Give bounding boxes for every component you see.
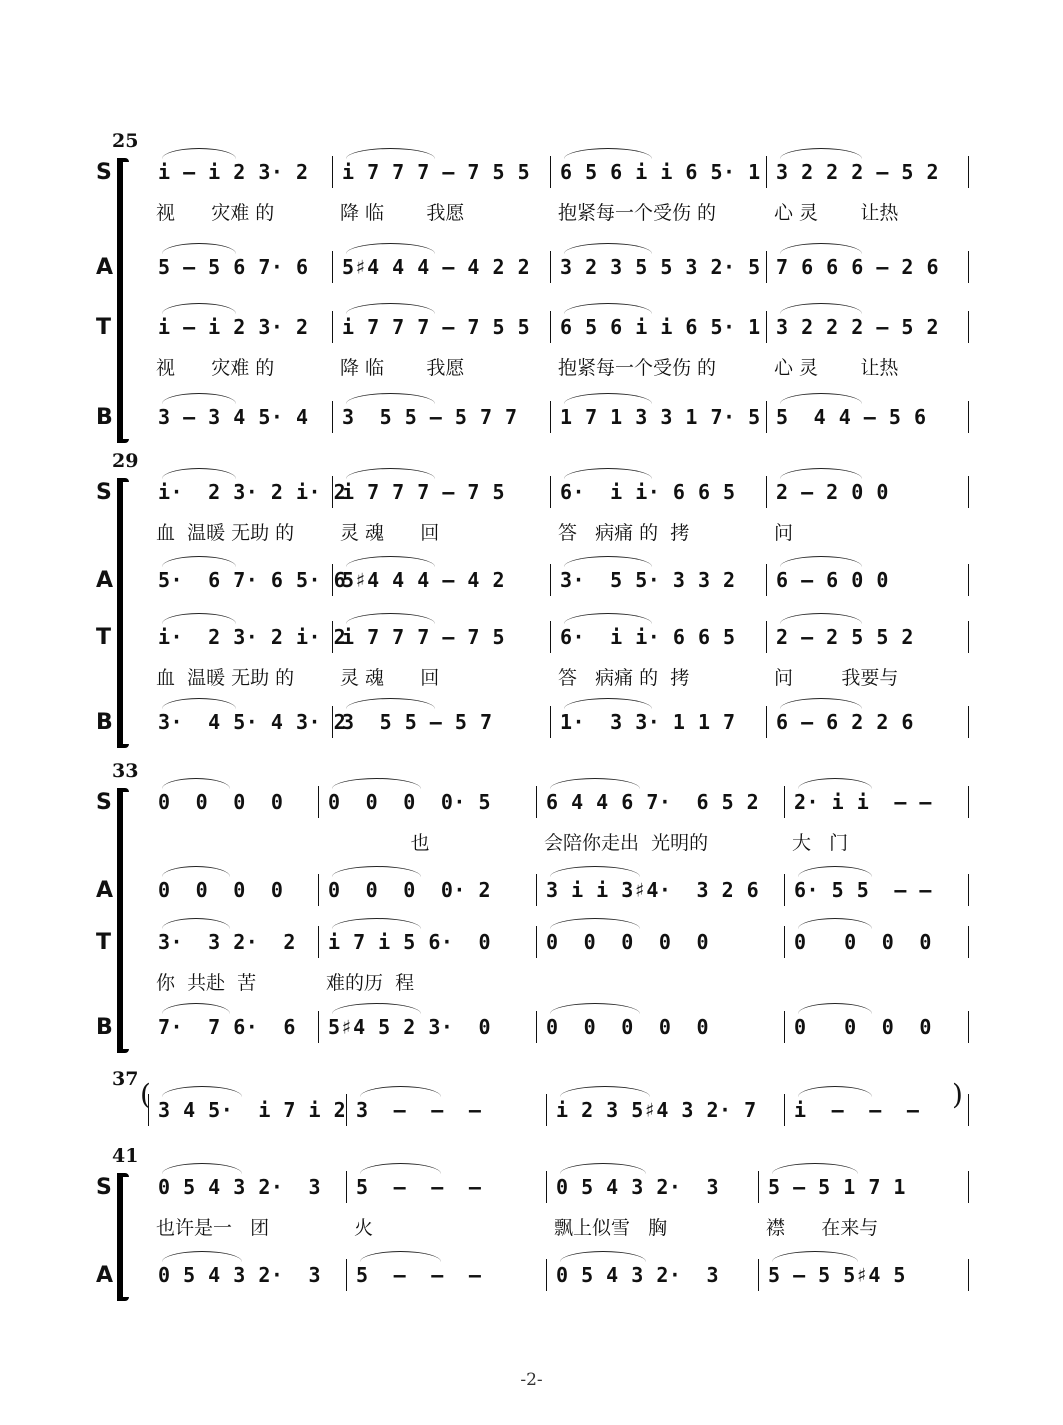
measure-notes: 6 5 6 i i 6 5· 1 [560, 315, 761, 339]
barline [550, 251, 551, 283]
measure-notes: 5 – – – [356, 1263, 482, 1287]
lyric: 灵 魂 回 [340, 667, 440, 689]
slur [564, 468, 652, 479]
measure-notes: 3 5 5 – 5 7 [342, 710, 493, 734]
barline [784, 786, 785, 818]
slur [550, 866, 640, 877]
slur [162, 556, 236, 567]
measure-notes: 5 – 5 6 7· 6 [158, 255, 309, 279]
lyric: 你 共赴 苦 [156, 972, 257, 994]
barline [766, 564, 767, 596]
slur [780, 148, 862, 159]
slur [162, 866, 230, 877]
barline [332, 156, 333, 188]
measure-number: 37 [112, 1068, 139, 1090]
lyric: 血 温暖 无助 的 [156, 667, 295, 689]
slur [550, 918, 640, 929]
voice-label: T [96, 625, 112, 650]
barline [968, 564, 969, 596]
barline [758, 1171, 759, 1203]
lyric: 难的历 程 [326, 972, 415, 994]
slur [564, 393, 652, 404]
slur [360, 1251, 441, 1262]
slur [798, 918, 872, 929]
lyric: 降 临 我愿 [340, 357, 465, 379]
slur [332, 866, 421, 877]
lyric: 心 灵 让热 [774, 357, 899, 379]
voice-label: A [96, 878, 114, 903]
voice-label: S [96, 1175, 112, 1200]
barline [148, 1094, 149, 1126]
measure-notes: i 7 i 5 6· 0 [328, 930, 492, 954]
measure-notes: i – – – [794, 1098, 920, 1122]
barline [766, 621, 767, 653]
voice-label: B [96, 405, 113, 430]
lyric: 灵 魂 回 [340, 522, 440, 544]
voice-label: S [96, 480, 112, 505]
barline [550, 311, 551, 343]
barline [784, 926, 785, 958]
measure-notes: 1· 3 3· 1 1 7 [560, 710, 736, 734]
lyric: 血 温暖 无助 的 [156, 522, 295, 544]
barline [968, 1011, 969, 1043]
barline [346, 1094, 347, 1126]
barline [784, 1094, 785, 1126]
measure-notes: 3 i i 3♯4· 3 2 6 [546, 878, 760, 902]
barline [332, 401, 333, 433]
slur [780, 243, 862, 254]
barline [346, 1259, 347, 1291]
slur [564, 556, 652, 567]
lyric: 心 灵 让热 [774, 202, 899, 224]
measure-notes: i 7 7 7 – 7 5 5 [342, 315, 531, 339]
measure-notes: 7· 7 6· 6 [158, 1015, 296, 1039]
voice-label: B [96, 1015, 113, 1040]
slur [560, 1163, 646, 1174]
slur [332, 918, 421, 929]
slur [346, 698, 435, 709]
slur [162, 1251, 242, 1262]
voice-label: A [96, 568, 114, 593]
measure-notes: 0 5 4 3 2· 3 [556, 1263, 720, 1287]
measure-notes: 1 7 1 3 3 1 7· 5 [560, 405, 761, 429]
slur [798, 778, 872, 789]
slur [564, 613, 652, 624]
slur [346, 556, 435, 567]
slur [162, 1003, 230, 1014]
measure-notes: 0 0 0 0 [794, 1015, 932, 1039]
voice-label: S [96, 160, 112, 185]
measure-notes: 6 – 6 0 0 [776, 568, 889, 592]
slur [162, 918, 230, 929]
measure-notes: 0 0 0 0 [158, 790, 284, 814]
measure-notes: 0 0 0 0 0 [546, 1015, 710, 1039]
slur [346, 303, 435, 314]
barline [766, 251, 767, 283]
slur [780, 556, 862, 567]
barline [968, 401, 969, 433]
measure-notes: 7 6 6 6 – 2 6 [776, 255, 940, 279]
slur [346, 243, 435, 254]
barline [968, 706, 969, 738]
voice-label: A [96, 255, 114, 280]
barline [318, 786, 319, 818]
slur [346, 468, 435, 479]
measure-notes: 5 4 4 – 5 6 [776, 405, 927, 429]
lyric: 视 灾难 的 [156, 202, 275, 224]
barline [318, 926, 319, 958]
barline [332, 311, 333, 343]
barline [968, 874, 969, 906]
lyric: 大 门 [792, 832, 849, 854]
lyric: 抱紧每一个受伤 的 [558, 202, 717, 224]
measure-number: 41 [112, 1145, 139, 1167]
barline [784, 1011, 785, 1043]
voice-label: T [96, 315, 112, 340]
barline [968, 926, 969, 958]
measure-notes: 2 – 2 5 5 2 [776, 625, 914, 649]
system-bracket [117, 480, 128, 746]
measure-notes: 6· i i· 6 6 5 [560, 625, 736, 649]
slur [162, 393, 236, 404]
barline [332, 251, 333, 283]
open-paren: ( [140, 1078, 151, 1111]
measure-notes: 3 – – – [356, 1098, 482, 1122]
measure-notes: i – i 2 3· 2 [158, 315, 309, 339]
barline [968, 1094, 969, 1126]
lyric: 答 病痛 的 拷 [558, 522, 690, 544]
measure-notes: 6 – 6 2 2 6 [776, 710, 914, 734]
slur [564, 698, 652, 709]
measure-notes: 5 – – – [356, 1175, 482, 1199]
barline [318, 874, 319, 906]
system-bracket [117, 1175, 128, 1299]
barline [968, 156, 969, 188]
system-bracket [117, 160, 128, 441]
measure-number: 25 [112, 130, 139, 152]
measure-notes: 0 0 0 0· 2 [328, 878, 492, 902]
barline [536, 1011, 537, 1043]
measure-notes: 3· 4 5· 4 3· 2 [158, 710, 347, 734]
barline [536, 874, 537, 906]
slur [162, 1163, 242, 1174]
voice-label: T [96, 930, 112, 955]
voice-label: A [96, 1263, 114, 1288]
slur [346, 148, 435, 159]
system-bracket [117, 790, 128, 1051]
barline [550, 706, 551, 738]
slur [346, 613, 435, 624]
measure-notes: 5 – 5 1 7 1 [768, 1175, 906, 1199]
slur [780, 303, 862, 314]
slur [332, 1003, 421, 1014]
voice-label: S [96, 790, 112, 815]
barline [318, 1011, 319, 1043]
measure-notes: 0 5 4 3 2· 3 [158, 1263, 322, 1287]
measure-notes: i 7 7 7 – 7 5 5 [342, 160, 531, 184]
close-paren: ) [952, 1078, 963, 1111]
barline [766, 401, 767, 433]
voice-label: B [96, 710, 113, 735]
barline [968, 786, 969, 818]
barline [546, 1094, 547, 1126]
measure-notes: i 7 7 7 – 7 5 [342, 480, 506, 504]
slur [772, 1251, 858, 1262]
slur [360, 1163, 441, 1174]
measure-notes: i· 2 3· 2 i· 2 [158, 625, 347, 649]
barline [766, 311, 767, 343]
lyric: 问 [774, 522, 794, 544]
slur [162, 778, 230, 789]
measure-notes: 0 5 4 3 2· 3 [158, 1175, 322, 1199]
slur [772, 1163, 858, 1174]
slur [162, 468, 236, 479]
barline [550, 156, 551, 188]
barline [766, 706, 767, 738]
barline [968, 311, 969, 343]
measure-notes: 5· 6 7· 6 5· 6 [158, 568, 347, 592]
page-number: -2- [520, 1370, 543, 1390]
measure-notes: i 2 3 5♯4 3 2· 7 [556, 1098, 757, 1122]
measure-notes: 0 0 0 0 [794, 930, 932, 954]
measure-notes: 5 – 5 5♯4 5 [768, 1263, 906, 1287]
lyric: 答 病痛 的 拷 [558, 667, 690, 689]
measure-notes: 3 5 5 – 5 7 7 [342, 405, 518, 429]
barline [536, 786, 537, 818]
measure-notes: 3 2 2 2 – 5 2 [776, 315, 940, 339]
measure-notes: 0 0 0 0 [158, 878, 284, 902]
lyric: 襟 在来与 [766, 1217, 879, 1239]
measure-notes: 6 5 6 i i 6 5· 1 [560, 160, 761, 184]
barline [766, 476, 767, 508]
slur [780, 393, 862, 404]
barline [346, 1171, 347, 1203]
measure-notes: 2 – 2 0 0 [776, 480, 889, 504]
measure-notes: 2· i i – – [794, 790, 932, 814]
lyric: 飘上似雪 胸 [554, 1217, 668, 1239]
barline [968, 1171, 969, 1203]
measure-notes: 3 – 3 4 5· 4 [158, 405, 309, 429]
slur [550, 1003, 640, 1014]
barline [550, 401, 551, 433]
measure-notes: 5♯4 4 4 – 4 2 [342, 568, 506, 592]
measure-notes: 5♯4 5 2 3· 0 [328, 1015, 492, 1039]
measure-notes: 0 0 0 0· 5 [328, 790, 492, 814]
barline [550, 476, 551, 508]
measure-notes: 6· 5 5 – – [794, 878, 932, 902]
measure-notes: 3 2 2 2 – 5 2 [776, 160, 940, 184]
measure-number: 33 [112, 760, 139, 782]
barline [766, 156, 767, 188]
barline [784, 874, 785, 906]
measure-notes: i 7 7 7 – 7 5 [342, 625, 506, 649]
barline [536, 926, 537, 958]
slur [162, 1086, 242, 1097]
slur [560, 1086, 650, 1097]
lyric: 抱紧每一个受伤 的 [558, 357, 717, 379]
slur [360, 1086, 441, 1097]
slur [550, 778, 640, 789]
measure-notes: 3 4 5· i 7 i 2 [158, 1098, 347, 1122]
slur [560, 1251, 646, 1262]
barline [550, 621, 551, 653]
barline [968, 621, 969, 653]
slur [162, 613, 236, 624]
barline [550, 564, 551, 596]
slur [332, 778, 421, 789]
measure-notes: 3· 5 5· 3 3 2 [560, 568, 736, 592]
slur [162, 698, 236, 709]
lyric: 火 [354, 1217, 374, 1239]
lyric: 视 灾难 的 [156, 357, 275, 379]
barline [758, 1259, 759, 1291]
slur [162, 303, 236, 314]
slur [346, 393, 435, 404]
measure-notes: i – i 2 3· 2 [158, 160, 309, 184]
lyric: 降 临 我愿 [340, 202, 465, 224]
measure-notes: 3· 3 2· 2 [158, 930, 296, 954]
slur [798, 866, 872, 877]
barline [968, 1259, 969, 1291]
slur [780, 698, 862, 709]
barline [968, 476, 969, 508]
barline [546, 1259, 547, 1291]
measure-notes: i· 2 3· 2 i· 2 [158, 480, 347, 504]
measure-notes: 0 5 4 3 2· 3 [556, 1175, 720, 1199]
lyric: 也 [326, 832, 430, 854]
measure-notes: 6· i i· 6 6 5 [560, 480, 736, 504]
slur [564, 148, 652, 159]
slur [798, 1003, 872, 1014]
lyric: 问 我要与 [774, 667, 899, 689]
lyric: 会陪你走出 光明的 [544, 832, 709, 854]
lyric: 也许是一 团 [156, 1217, 270, 1239]
measure-notes: 5♯4 4 4 – 4 2 2 [342, 255, 531, 279]
measure-number: 29 [112, 450, 139, 472]
slur [780, 613, 862, 624]
slur [798, 1086, 872, 1097]
measure-notes: 0 0 0 0 0 [546, 930, 710, 954]
slur [564, 243, 652, 254]
slur [564, 303, 652, 314]
measure-notes: 3 2 3 5 5 3 2· 5 [560, 255, 761, 279]
slur [162, 148, 236, 159]
barline [546, 1171, 547, 1203]
measure-notes: 6 4 4 6 7· 6 5 2 [546, 790, 760, 814]
barline [968, 251, 969, 283]
slur [780, 468, 862, 479]
slur [162, 243, 236, 254]
